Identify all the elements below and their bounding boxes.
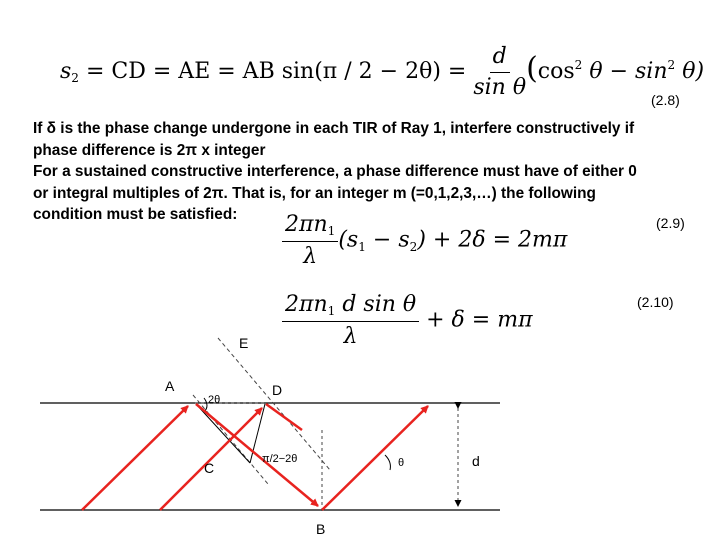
label-E: E <box>239 335 249 351</box>
equation-2-9: $\frac{2\pi n_1}{\lambda}$ $(s_1 - s_2) + 2\delta = 2m\pi$ <box>282 212 567 269</box>
label-pi-half-minus-2theta: π/2−2θ <box>262 453 298 465</box>
label-D: D <box>272 382 283 398</box>
label-B: B <box>316 521 326 537</box>
angle-arc-theta <box>385 455 390 470</box>
wavefront-line-1 <box>218 338 330 470</box>
body-paragraph: If δ is the phase change undergone in each TIR of Ray 1, interfere constructively if phase difference is 2π x integer For a sustained constructive interference, a phase difference must have of either 0 or integral multiples of 2π. That is, for an integer m (=0,1,2,3,…) the following condition must be satisfied: <box>33 120 637 223</box>
ray-1-second <box>322 406 428 510</box>
label-A: A <box>165 378 175 394</box>
ray-1-incoming <box>82 406 188 510</box>
label-2theta: 2θ <box>208 394 221 406</box>
label-theta: θ <box>398 457 405 469</box>
label-C: C <box>204 460 215 476</box>
equation-2-8: $s_2$ = CD = AE = AB sin(π / 2 − 2θ) = $\frac{d}{\text{sin θ}}$ ($\cos^2$ $\theta - \sin^2 \theta$) <box>60 44 705 100</box>
equation-2-10: $\frac{2\pi n_1 d \sin \theta}{\lambda}$ + δ = mπ <box>282 292 533 349</box>
equation-label-2-8: (2.8) <box>651 92 680 108</box>
equation-label-2-10: (2.10) <box>637 294 674 310</box>
ray-2-reflected <box>266 404 302 430</box>
equation-label-2-9: (2.9) <box>656 215 685 231</box>
line-A-C <box>196 404 250 463</box>
label-d: d <box>472 453 480 469</box>
